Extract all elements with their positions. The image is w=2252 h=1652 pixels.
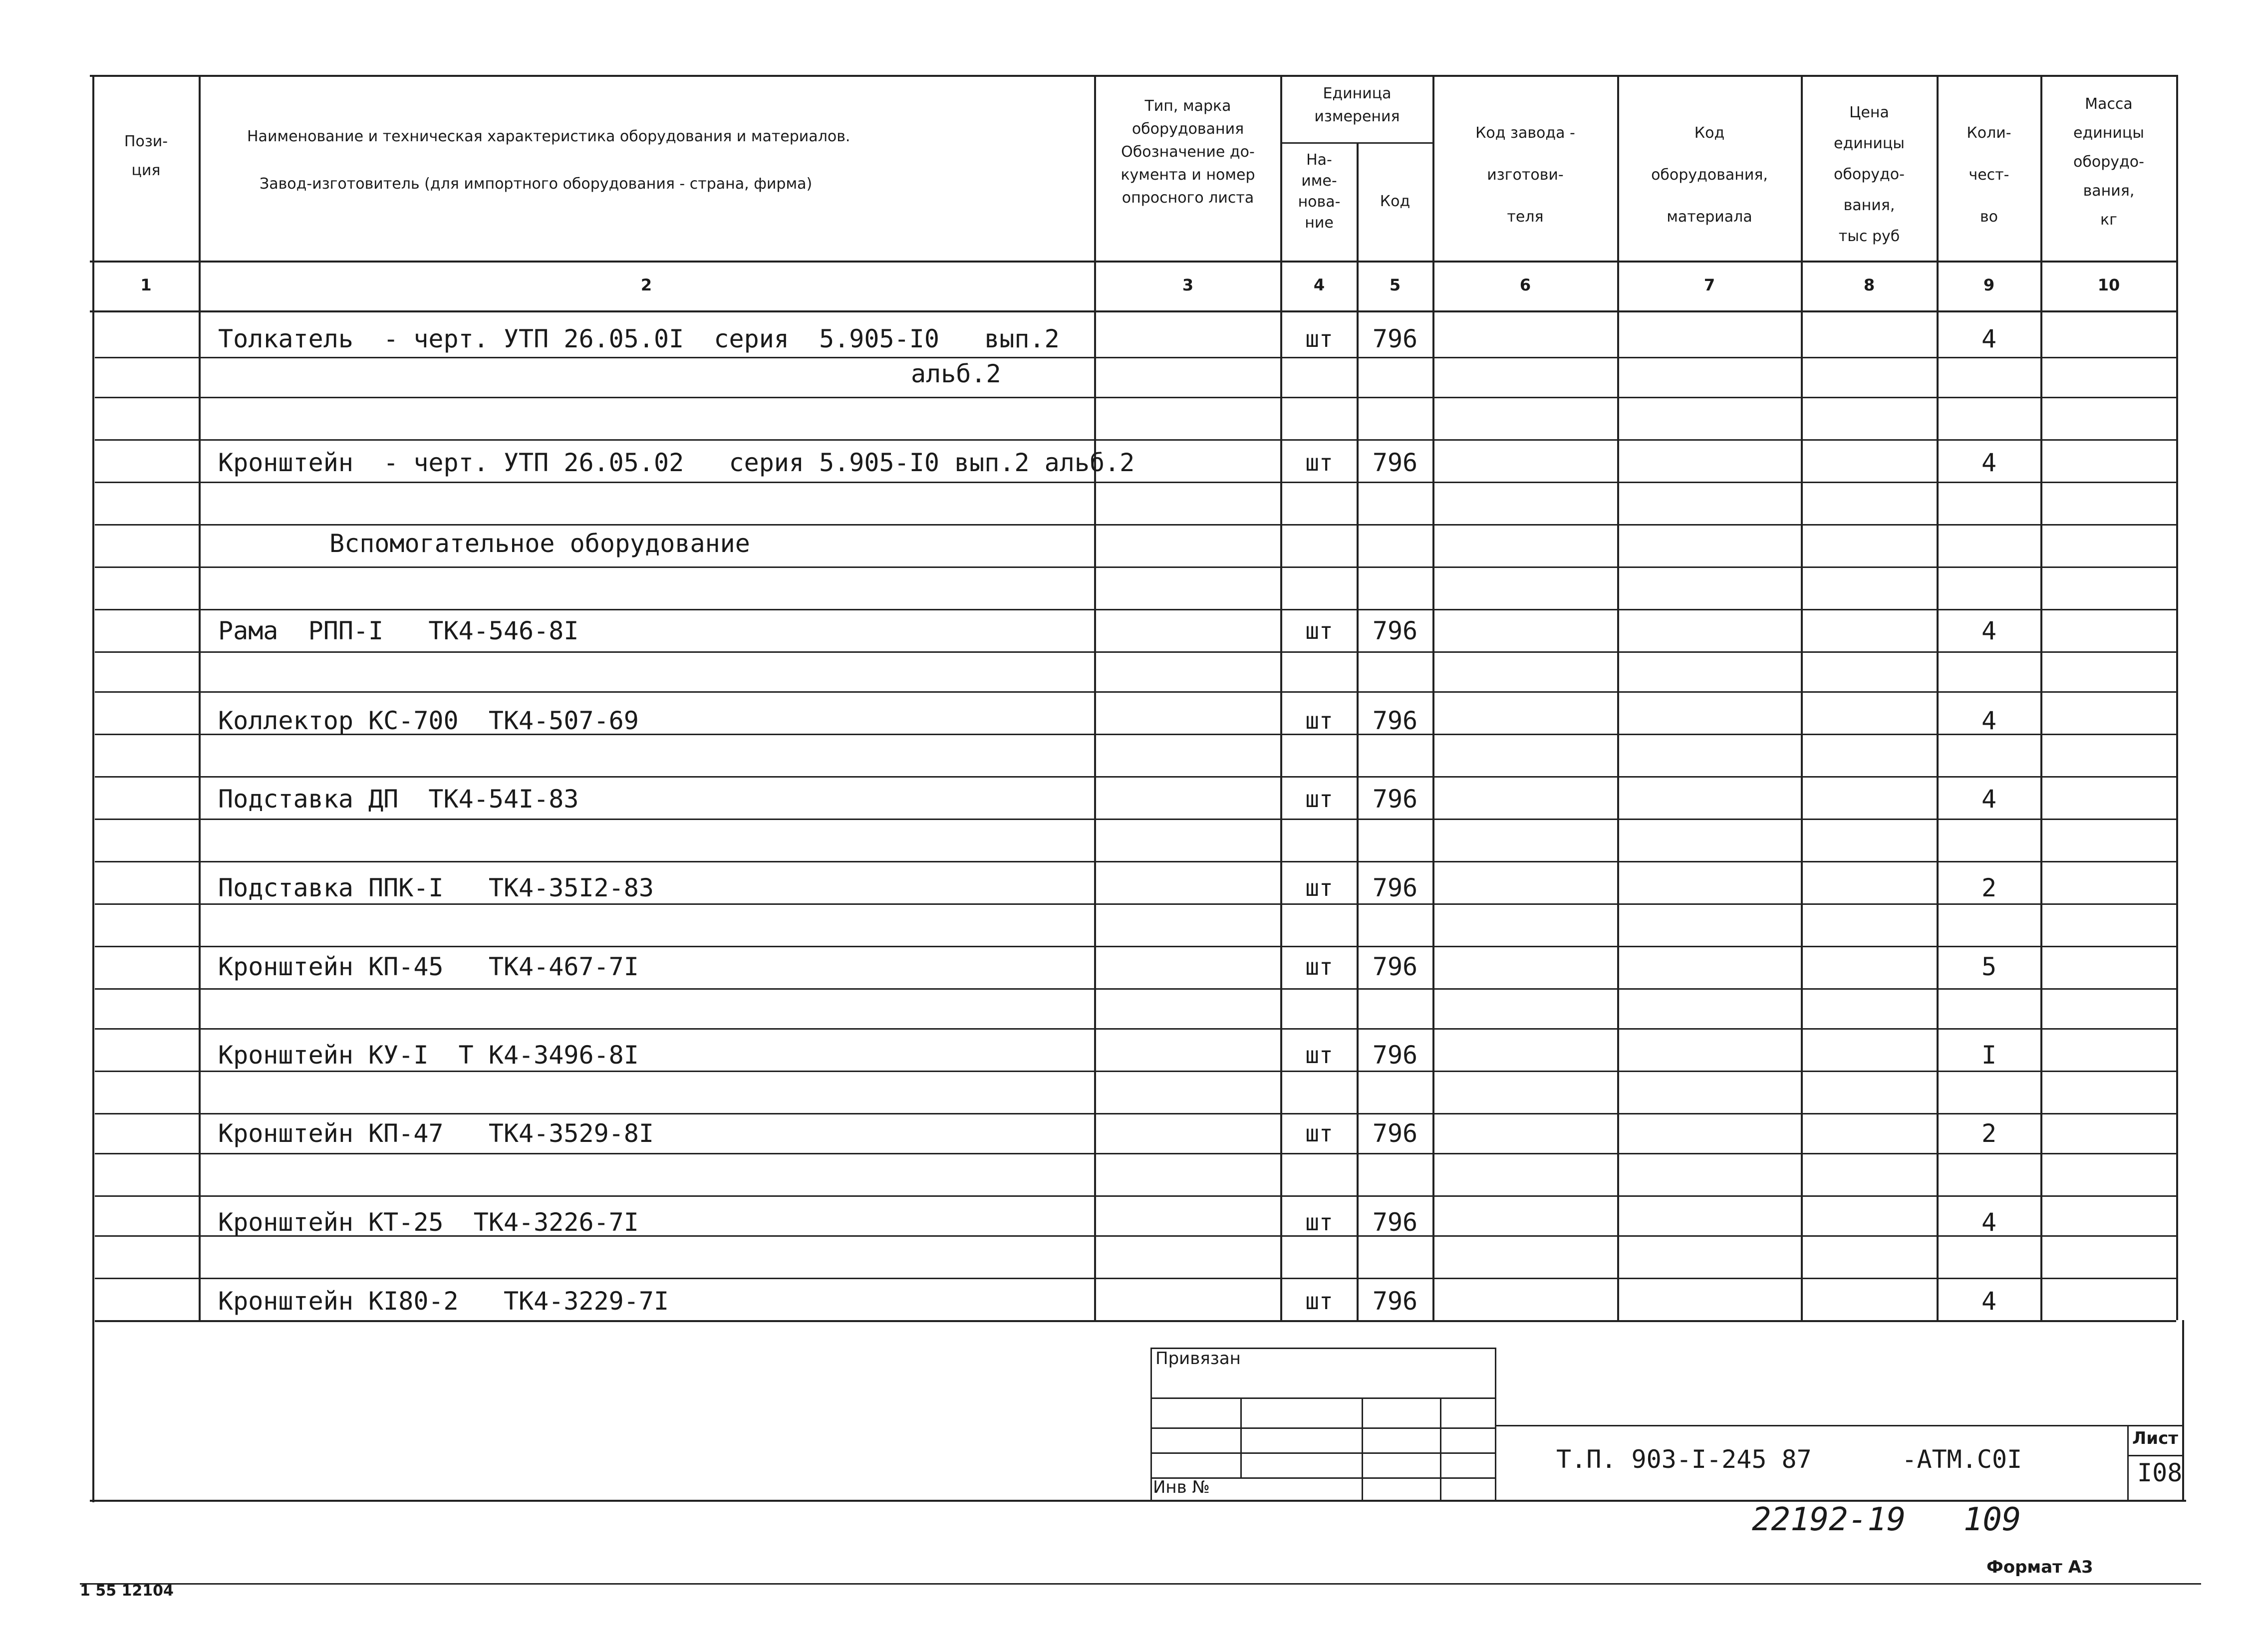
docblock-top: [1495, 1425, 2184, 1426]
row-line: [95, 357, 2176, 358]
item-name: Толкатель - черт. УТП 26.05.0I серия 5.905-I0 вып.2: [218, 324, 1060, 353]
col-divider-6-7: [1617, 75, 1619, 1320]
col-right-10: [2176, 75, 2178, 1320]
item-name: Кронштейн КI80-2 ТК4-3229-7I: [218, 1287, 669, 1316]
colnum-8: 8: [1863, 275, 1875, 294]
stamp-left: [1150, 1348, 1152, 1500]
item-name: Кронштейн КП-45 ТК4-467-7I: [218, 952, 639, 981]
item-quantity: 2: [1981, 873, 1997, 902]
stamp-col: [1362, 1397, 1363, 1500]
stamp-line: [1150, 1427, 1495, 1429]
item-unit: шт: [1305, 707, 1333, 734]
item-quantity: I: [1981, 1041, 1997, 1070]
sheet-number: I08: [2137, 1458, 2183, 1487]
col-divider-1-2: [199, 75, 201, 1320]
stamp-privyazan-label: Привязан: [1155, 1349, 1241, 1369]
table-top-border: [90, 75, 2176, 77]
header-price: Цена единицы оборудо- вания, тыс руб: [1834, 104, 1905, 245]
stamp-col: [1440, 1397, 1441, 1500]
row-line: [95, 566, 2176, 568]
item-unit: шт: [1305, 874, 1333, 901]
item-name: Кронштейн КТ-25 ТК4-3226-7I: [218, 1208, 639, 1237]
item-name: Подставка ДП ТК4-54I-83: [218, 785, 579, 814]
sheet-label-line: [2127, 1455, 2184, 1456]
table-body-bottom: [95, 1320, 2176, 1322]
item-unit-code: 796: [1372, 873, 1418, 902]
colnum-6: 6: [1519, 275, 1531, 294]
row-line: [95, 819, 2176, 820]
header-position: Пози- ция: [124, 133, 168, 179]
item-unit-code: 796: [1372, 324, 1418, 353]
footer-line: [80, 1583, 2201, 1585]
item-unit-code: 796: [1372, 1208, 1418, 1237]
footer-code: 1 55 12104: [80, 1582, 174, 1600]
item-unit: шт: [1305, 953, 1333, 980]
item-unit: шт: [1305, 617, 1333, 644]
header-mass: Масса единицы оборудо- вания, кг: [2073, 95, 2144, 229]
header-type: Тип, марка оборудования Обозначение до- кумента и номер опросного листа: [1121, 97, 1255, 207]
colnum-bottom-border: [90, 310, 2176, 312]
item-unit-code: 796: [1372, 1041, 1418, 1070]
row-line: [95, 1278, 2176, 1279]
stamp-line: [1150, 1397, 1495, 1399]
row-line: [95, 861, 2176, 862]
item-unit-code: 796: [1372, 706, 1418, 735]
item-unit-code: 796: [1372, 448, 1418, 477]
item-name-continued: альб.2: [911, 359, 1001, 388]
row-line: [95, 946, 2176, 947]
stamp-right: [1495, 1348, 1496, 1500]
item-unit: шт: [1305, 1209, 1333, 1236]
row-line: [95, 1028, 2176, 1030]
row-line: [95, 609, 2176, 610]
stamp-col: [1240, 1397, 1242, 1477]
colnum-3: 3: [1182, 275, 1194, 294]
row-line: [95, 482, 2176, 483]
format-label: Формат А3: [1986, 1557, 2093, 1577]
item-quantity: 4: [1981, 1287, 1997, 1316]
item-quantity: 4: [1981, 616, 1997, 645]
row-line: [95, 988, 2176, 990]
item-unit: шт: [1305, 449, 1333, 476]
row-line: [95, 439, 2176, 441]
frame-right: [2182, 1320, 2184, 1500]
header-bottom-border: [90, 261, 2176, 263]
item-name: Рама РПП-I ТК4-546-8I: [218, 616, 579, 645]
item-unit: шт: [1305, 1042, 1333, 1069]
item-quantity: 4: [1981, 785, 1997, 814]
item-unit-code: 796: [1372, 952, 1418, 981]
colnum-7: 7: [1703, 275, 1715, 294]
frame-left: [92, 75, 94, 1502]
section-title: Вспомогательное оборудование: [329, 529, 750, 558]
colnum-10: 10: [2097, 275, 2120, 294]
item-unit: шт: [1305, 786, 1333, 813]
handwritten-number: 22192-19 109: [1752, 1501, 2021, 1538]
item-quantity: 4: [1981, 448, 1997, 477]
header-unit-name: На- име- нова- ние: [1298, 151, 1341, 232]
colnum-2: 2: [640, 275, 652, 294]
row-line: [95, 397, 2176, 398]
item-unit-code: 796: [1372, 616, 1418, 645]
row-line: [95, 1153, 2176, 1154]
col-divider-2-3: [1094, 75, 1096, 1320]
item-unit: шт: [1305, 1120, 1333, 1147]
item-name: Подставка ППК-I ТК4-35I2-83: [218, 873, 654, 902]
row-line: [95, 524, 2176, 526]
header-name-line1: Наименование и техническая характеристика оборудования и материалов.: [247, 128, 850, 145]
item-unit: шт: [1305, 325, 1333, 352]
colnum-1: 1: [140, 275, 152, 294]
item-quantity: 4: [1981, 706, 1997, 735]
item-name: Коллектор КС-700 ТК4-507-69: [218, 706, 639, 735]
row-line: [95, 1195, 2176, 1197]
item-unit-code: 796: [1372, 1287, 1418, 1316]
row-line: [95, 903, 2176, 905]
item-quantity: 5: [1981, 952, 1997, 981]
stamp-inv-label: Инв №: [1153, 1477, 1210, 1497]
header-plant-code: Код завода - изготови- теля: [1475, 124, 1575, 226]
item-name: Кронштейн - черт. УТП 26.05.02 серия 5.905-I0 вып.2 альб.2: [218, 448, 1135, 477]
header-name-line2: Завод-изготовитель (для импортного оборудования - страна, фирма): [260, 175, 813, 193]
item-quantity: 2: [1981, 1119, 1997, 1148]
col-divider-7-8: [1801, 75, 1803, 1320]
item-quantity: 4: [1981, 1208, 1997, 1237]
colnum-9: 9: [1983, 275, 1995, 294]
item-quantity: 4: [1981, 324, 1997, 353]
row-line: [95, 1071, 2176, 1072]
item-unit: шт: [1305, 1288, 1333, 1315]
colnum-4: 4: [1313, 275, 1325, 294]
col-divider-5-6: [1432, 75, 1434, 1320]
item-name: Кронштейн КП-47 ТК4-3529-8I: [218, 1119, 654, 1148]
row-line: [95, 651, 2176, 653]
header-equipment-code: Код оборудования, материала: [1651, 124, 1768, 226]
sheet-box-left: [2127, 1425, 2129, 1500]
row-line: [95, 1113, 2176, 1114]
item-name: Кронштейн КУ-I Т К4-3496-8I: [218, 1041, 639, 1070]
header-quantity: Коли- чест- во: [1967, 124, 2011, 226]
item-unit-code: 796: [1372, 785, 1418, 814]
stamp-line: [1150, 1452, 1495, 1454]
document-code: Т.П. 903-I-245 87 -АТМ.С0I: [1556, 1445, 2022, 1474]
sheet-label: Лист: [2132, 1428, 2178, 1448]
header-unit-group: Единица измерения: [1314, 85, 1400, 125]
colnum-5: 5: [1389, 275, 1401, 294]
row-line: [95, 776, 2176, 778]
row-line: [95, 691, 2176, 693]
item-unit-code: 796: [1372, 1119, 1418, 1148]
header-unit-code: Код: [1380, 193, 1410, 210]
col-divider-9-10: [2040, 75, 2042, 1320]
